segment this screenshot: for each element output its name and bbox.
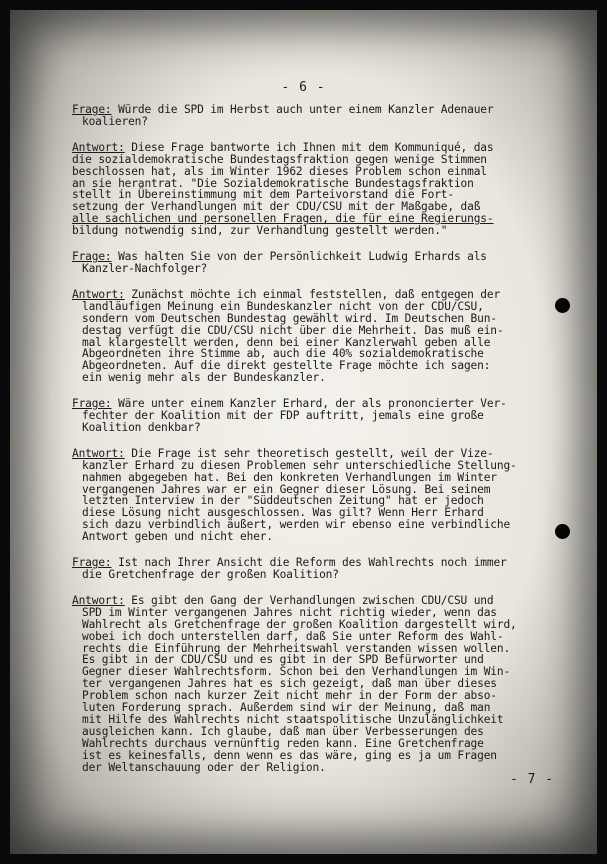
text-line: kanzler Erhard zu diesen Problemen sehr unterschiedliche Stellung- [82,458,517,472]
text-line: an sie herantrat. "Die Sozialdemokratische Bundestagsfraktion [72,176,474,190]
text-line: Diese Frage bantworte ich Ihnen mit dem Kommuniqué, das [124,140,494,154]
text-line: Abgeordneten. Auf die direkt gestellte Frage möchte ich sagen: [82,359,491,373]
text-line: mal klargestellt werden, denn bei einer Kanzlerwahl geben alle [82,335,491,349]
answer-label: Antwort: [72,287,125,301]
text-line: diese Lösung nicht ausgeschlossen. Was gilt? Wenn Herr Erhard [82,506,484,520]
question-label: Frage: [72,250,112,264]
text-line: ist es keinesfalls, denn wenn es das wäre, ging es ja um Fragen [82,748,497,762]
text-line-underlined: alle sachlichen und personellen Fragen, die für eine Regierungs- [72,212,494,226]
question-label: Frage: [72,103,112,116]
text-line: der Weltanschauung oder der Religion. [82,760,326,774]
text-line: ausgleichen kann. Ich glaube, daß man über Verbesserungen des [82,724,484,738]
question-label: Frage: [72,397,112,411]
text-line: letzten Interview in der "Süddeutschen Zeitung" hat er jedoch [82,494,484,508]
text-line: vergangenen Jahres war er ein Gegner dieser Lösung. Bei seinem [82,482,491,496]
text-line: nahmen abgegeben hat. Bei den konkreten Verhandlungen im Winter [82,470,497,484]
question-3 [72,398,592,434]
answer-label: Antwort: [72,140,125,154]
text-line: Es gibt in der CDU/CSU und es gibt in der SPD Befürworter und [82,653,484,667]
text-line: ein wenig mehr als der Bundeskanzler. [82,371,326,385]
interview-text [72,104,592,788]
question-1 [72,104,592,128]
text-line: Problem schon nach kurzer Zeit nicht mehr in der Form der abso- [82,689,497,703]
answer-1 [72,142,592,237]
text-line: koalieren? [82,114,148,128]
text-line: Gegner dieser Wahlrechtsform. Schon bei den Verhandlungen im Win- [82,665,511,679]
document-page [10,10,597,854]
text-line: sich dazu verbindlich äußert, werden wir ebenso eine verbindliche [82,518,511,532]
text-line: die sozialdemokratische Bundestagsfraktion gegen wenige Stimmen [72,152,487,166]
question-2 [72,251,592,275]
punch-hole [555,298,570,313]
text-line: mit Hilfe des Wahlrechts nicht staatspolitische Unzulänglichkeit [82,712,504,726]
text-line: Würde die SPD im Herbst auch unter einem Kanzler Adenauer [111,103,494,116]
text-line: stellt in Übereinstimmung mit dem Parteivorstand die Fort- [72,188,454,202]
text-line: destag verfügt die CDU/CSU nicht über die Mehrheit. Das muß ein- [82,323,504,337]
question-4 [72,557,592,581]
text-line: SPD im Winter vergangenen Jahres nicht richtig wieder, wenn das [82,605,497,619]
text-line: Zunächst möchte ich einmal feststellen, daß entgegen der [124,287,501,301]
text-line: Die Frage ist sehr theoretisch gestellt, weil der Vize- [124,446,494,460]
punch-hole [555,524,570,539]
text-line: beschlossen hat, als im Winter 1962 dieses Problem schon einmal [72,164,487,178]
answer-2 [72,289,592,384]
text-line: setzung der Verhandlungen mit der CDU/CSU mit der Maßgabe, daß [72,200,481,214]
text-line: Ist nach Ihrer Ansicht die Reform des Wahlrechts noch immer [111,556,507,570]
text-line: Was halten Sie von der Persönlichkeit Ludwig Erhards als [111,250,487,264]
question-label: Frage: [72,556,112,570]
text-line: Wahlrechts durchaus vernünftig reden kann. Eine Gretchenfrage [82,736,484,750]
text-line: Wäre unter einem Kanzler Erhard, der als prononcierter Ver- [111,397,507,411]
text-line: wobei ich doch unterstellen darf, daß Sie unter Reform des Wahl- [82,629,504,643]
text-line: die Gretchenfrage der großen Koalition? [82,568,339,581]
answer-3 [72,448,592,543]
text-line: sondern vom Deutschen Bundestag gewählt wird. Im Deutschen Bun- [82,311,497,325]
text-line: ter vergangenen Jahres hat es sich gezeigt, daß man über dieses [82,677,497,691]
text-line: Es gibt den Gang der Verhandlungen zwischen CDU/CSU und [124,593,494,607]
text-line: Antwort geben und nicht eher. [82,530,273,544]
text-line: Kanzler-Nachfolger? [82,261,208,275]
text-line: Wahlrecht als Gretchenfrage der großen Koalition dargestellt wird, [82,617,517,631]
text-line: luten Forderung sprach. Außerdem sind wir der Meinung, daß man [82,701,491,715]
text-line: landläufigen Meinung ein Bundeskanzler nicht von der CDU/CSU, [82,299,484,313]
answer-label: Antwort: [72,446,125,460]
text-line: Abgeordneten ihre Stimme ab, auch die 40% sozialdemokratische [82,347,484,361]
text-line: bildung notwendig sind, zur Verhandlung gestellt werden." [72,224,448,238]
answer-4 [72,595,592,774]
page-number-top: - 6 - [281,80,326,95]
text-line: Koalition denkbar? [82,420,201,434]
page-number-bottom: - 7 - [510,772,555,787]
text-line: rechts die Einführung der Mehrheitswahl verstanden wissen wollen. [82,641,511,655]
answer-label: Antwort: [72,593,125,607]
text-line: fechter der Koalition mit der FDP auftritt, jemals eine große [82,409,484,423]
